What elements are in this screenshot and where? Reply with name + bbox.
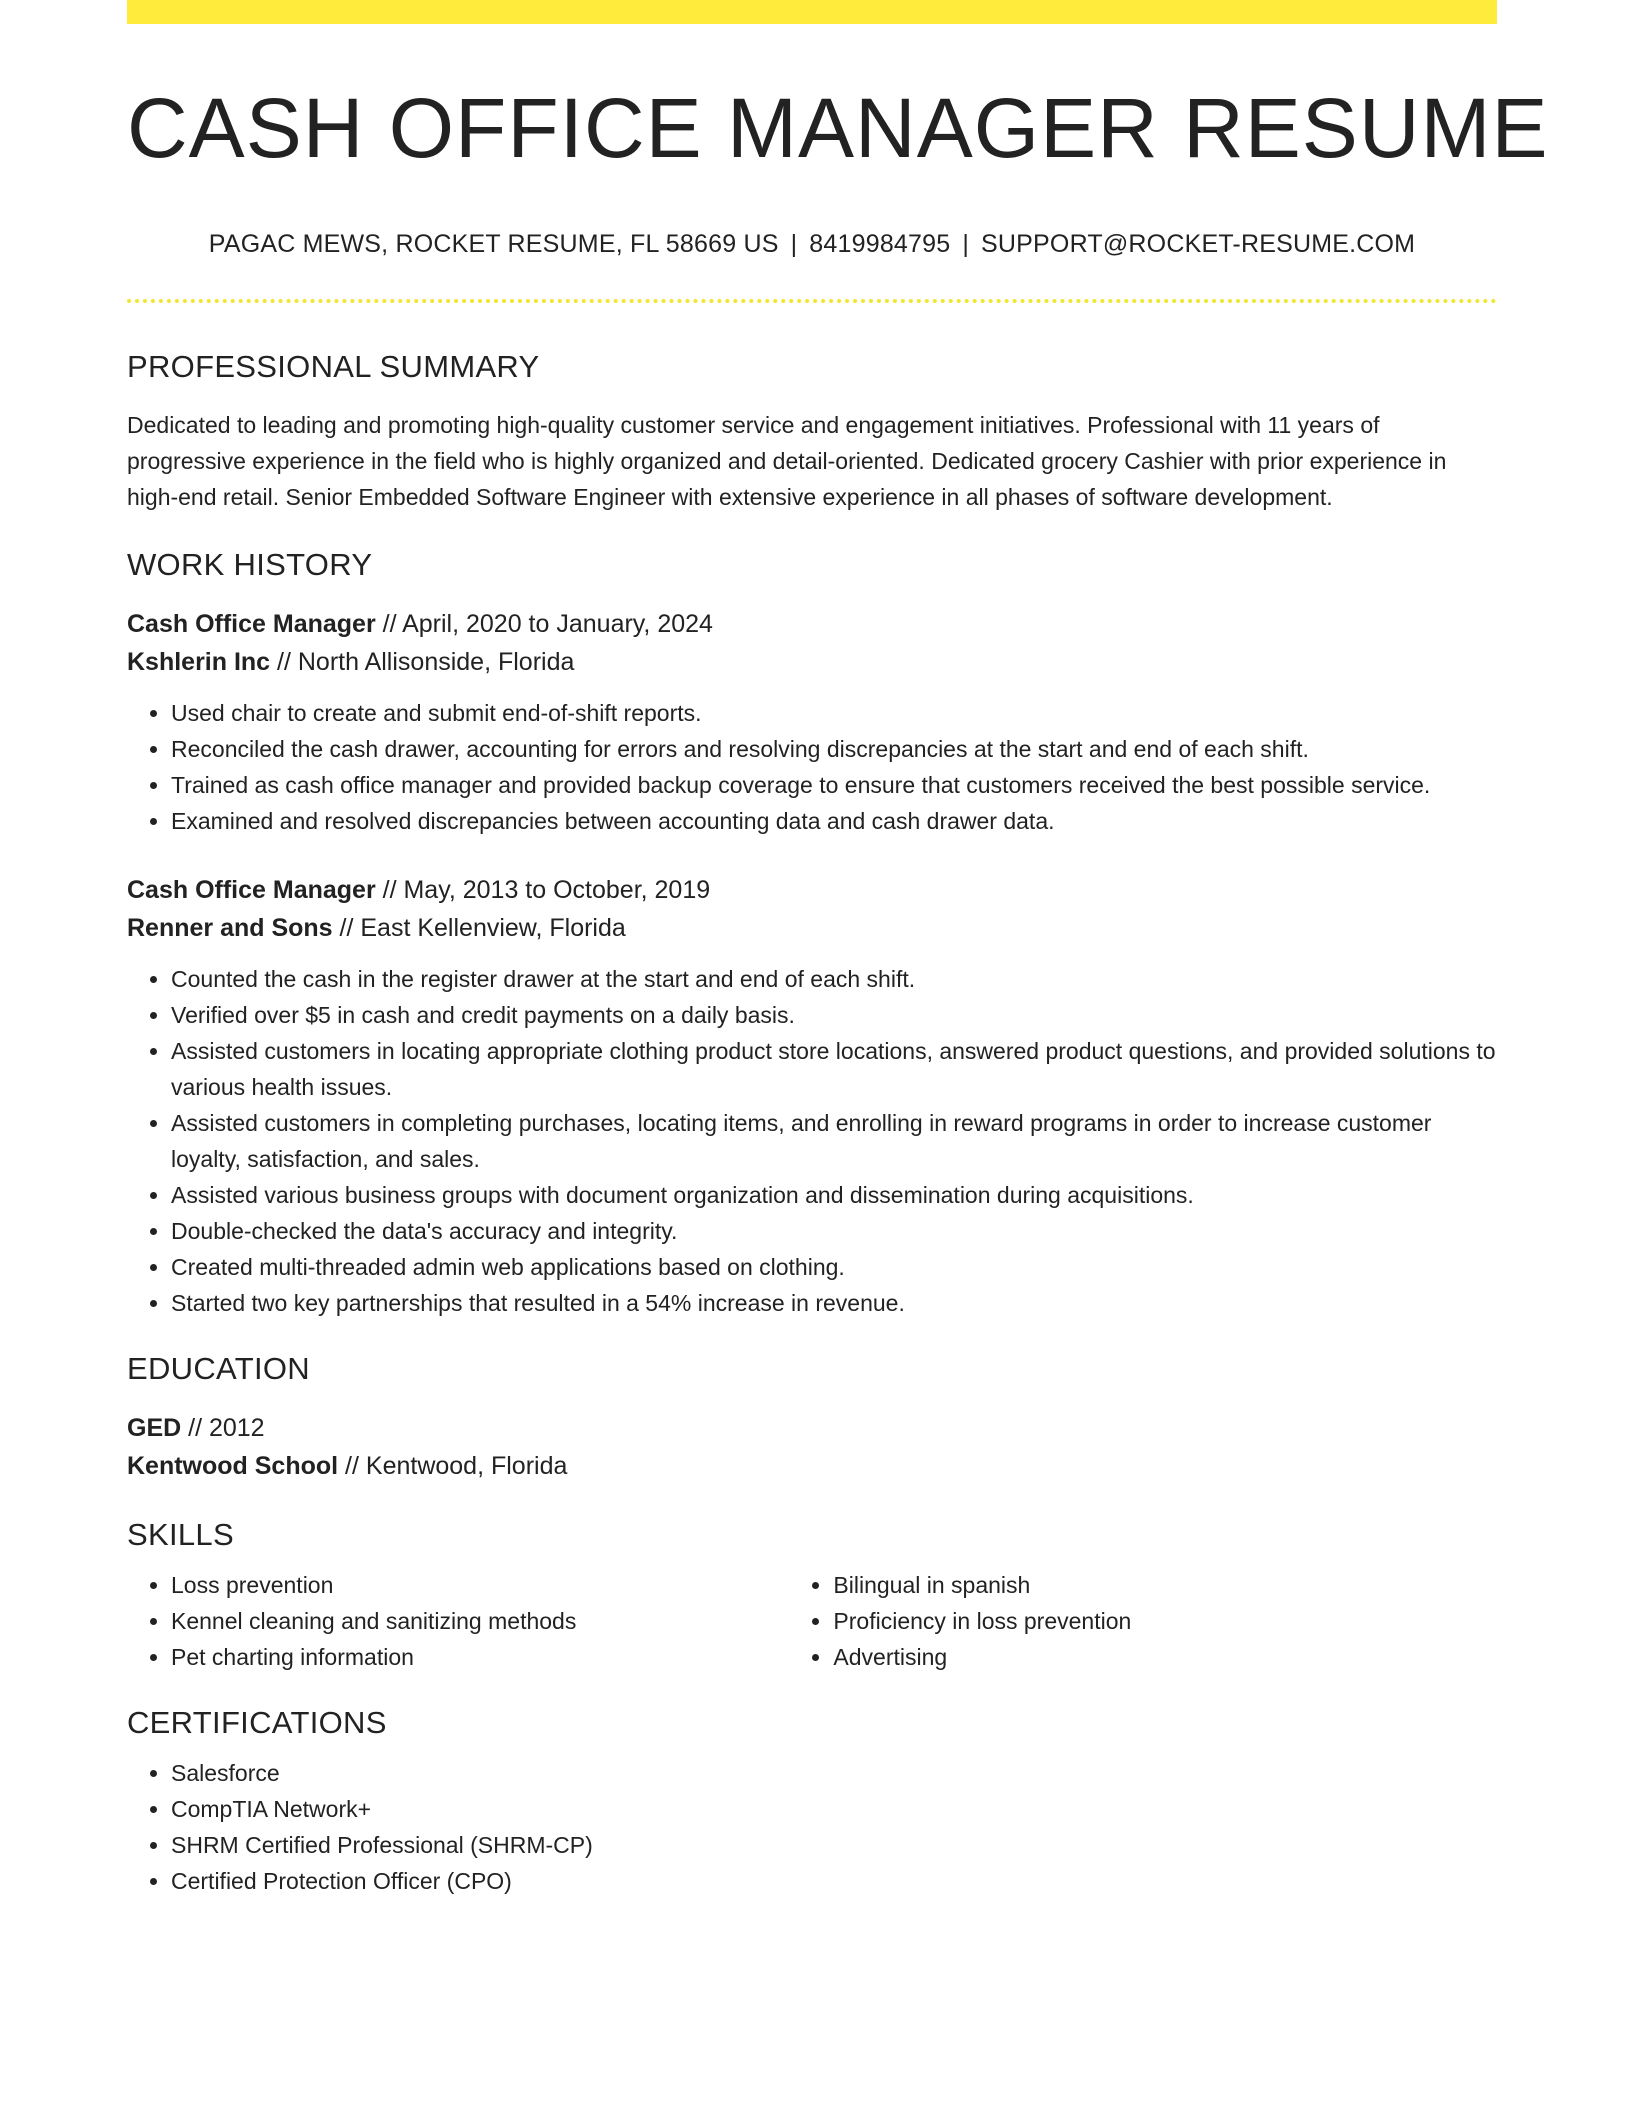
certifications-list <box>127 1755 1497 1899</box>
job-bullet: • Reconciled the cash drawer, accounting for errors and resolving discrepancies at the start and end of each shift. <box>171 731 1497 767</box>
resume-page <box>127 0 1549 1899</box>
job-dates: // May, 2013 to October, 2019 <box>375 876 711 905</box>
certifications-heading: CERTIFICATIONS <box>127 1705 387 1741</box>
contact-separator: | <box>962 230 970 259</box>
job-bullets <box>127 961 1497 1321</box>
job-entry <box>127 871 1497 1321</box>
job-dates: // April, 2020 to January, 2024 <box>375 610 713 639</box>
job-bullet: • Verified over $5 in cash and credit payments on a daily basis. <box>171 997 1497 1033</box>
education-school: Kentwood School <box>127 1452 339 1481</box>
skill-item: • Proficiency in loss prevention <box>833 1603 1497 1639</box>
skills-list-right <box>789 1567 1497 1675</box>
job-company: Kshlerin Inc <box>127 648 271 677</box>
dotted-divider <box>127 299 1497 303</box>
certification-item: • Certified Protection Officer (CPO) <box>171 1863 1497 1899</box>
job-bullet: • Counted the cash in the register drawer at the start and end of each shift. <box>171 961 1497 997</box>
job-bullets <box>127 695 1497 839</box>
education-year: // 2012 <box>181 1414 265 1443</box>
job-company-line <box>127 909 1497 947</box>
skill-item: • Kennel cleaning and sanitizing methods <box>171 1603 789 1639</box>
certification-item: • SHRM Certified Professional (SHRM-CP) <box>171 1827 1497 1863</box>
contact-separator: | <box>790 230 798 259</box>
skills-columns <box>127 1553 1497 1675</box>
education-degree-line <box>127 1409 1497 1447</box>
job-title-line <box>127 871 1497 909</box>
accent-bar <box>127 0 1497 24</box>
education-heading: EDUCATION <box>127 1351 310 1387</box>
job-bullet: • Assisted customers in locating appropriate clothing product store locations, answered product questions, and provided solutions to various health issues. <box>171 1033 1497 1105</box>
skills-heading: SKILLS <box>127 1517 234 1553</box>
job-bullet: • Created multi-threaded admin web applications based on clothing. <box>171 1249 1497 1285</box>
job-company: Renner and Sons <box>127 914 333 943</box>
job-bullet: • Double-checked the data's accuracy and integrity. <box>171 1213 1497 1249</box>
summary-heading: PROFESSIONAL SUMMARY <box>127 349 540 385</box>
resume-title: CASH OFFICE MANAGER RESUME <box>127 81 1549 175</box>
education-school-line <box>127 1447 1497 1485</box>
job-location: // East Kellenview, Florida <box>332 914 626 943</box>
job-entry <box>127 605 1497 839</box>
work-history-heading: WORK HISTORY <box>127 547 373 583</box>
job-bullet: • Used chair to create and submit end-of-shift reports. <box>171 695 1497 731</box>
job-bullet: • Started two key partnerships that resulted in a 54% increase in revenue. <box>171 1285 1497 1321</box>
skill-item: • Advertising <box>833 1639 1497 1675</box>
contact-phone: 8419984795 <box>809 230 951 259</box>
skill-item: • Loss prevention <box>171 1567 789 1603</box>
skills-list-left <box>127 1567 789 1675</box>
job-bullet: • Trained as cash office manager and provided backup coverage to ensure that customers received the best possible service. <box>171 767 1497 803</box>
job-title: Cash Office Manager <box>127 876 376 905</box>
skill-item: • Bilingual in spanish <box>833 1567 1497 1603</box>
skill-item: • Pet charting information <box>171 1639 789 1675</box>
education-entry <box>127 1409 1497 1485</box>
job-title: Cash Office Manager <box>127 610 376 639</box>
job-location: // North Allisonside, Florida <box>270 648 575 677</box>
contact-line <box>127 230 1497 259</box>
contact-address: PAGAC MEWS, ROCKET RESUME, FL 58669 US <box>208 230 779 259</box>
job-title-line <box>127 605 1497 643</box>
contact-email: SUPPORT@ROCKET-RESUME.COM <box>981 230 1416 259</box>
job-bullet: • Examined and resolved discrepancies between accounting data and cash drawer data. <box>171 803 1497 839</box>
education-degree: GED <box>127 1414 182 1443</box>
job-bullet: • Assisted customers in completing purchases, locating items, and enrolling in reward programs in order to increase customer loyalty, satisfaction, and sales. <box>171 1105 1497 1177</box>
summary-text: Dedicated to leading and promoting high-quality customer service and engagement initiatives. Professional with 11 years of progressive experience in the field who is highly organized and detail-oriented. Dedicated grocery Cashier with prior experience in high-end retail. Senior Embedded Software Engineer with extensive experience in all phases of software development. <box>127 412 1447 511</box>
certification-item: • CompTIA Network+ <box>171 1791 1497 1827</box>
job-company-line <box>127 643 1497 681</box>
education-location: // Kentwood, Florida <box>338 1452 568 1481</box>
job-bullet: • Assisted various business groups with document organization and dissemination during acquisitions. <box>171 1177 1497 1213</box>
certification-item: • Salesforce <box>171 1755 1497 1791</box>
